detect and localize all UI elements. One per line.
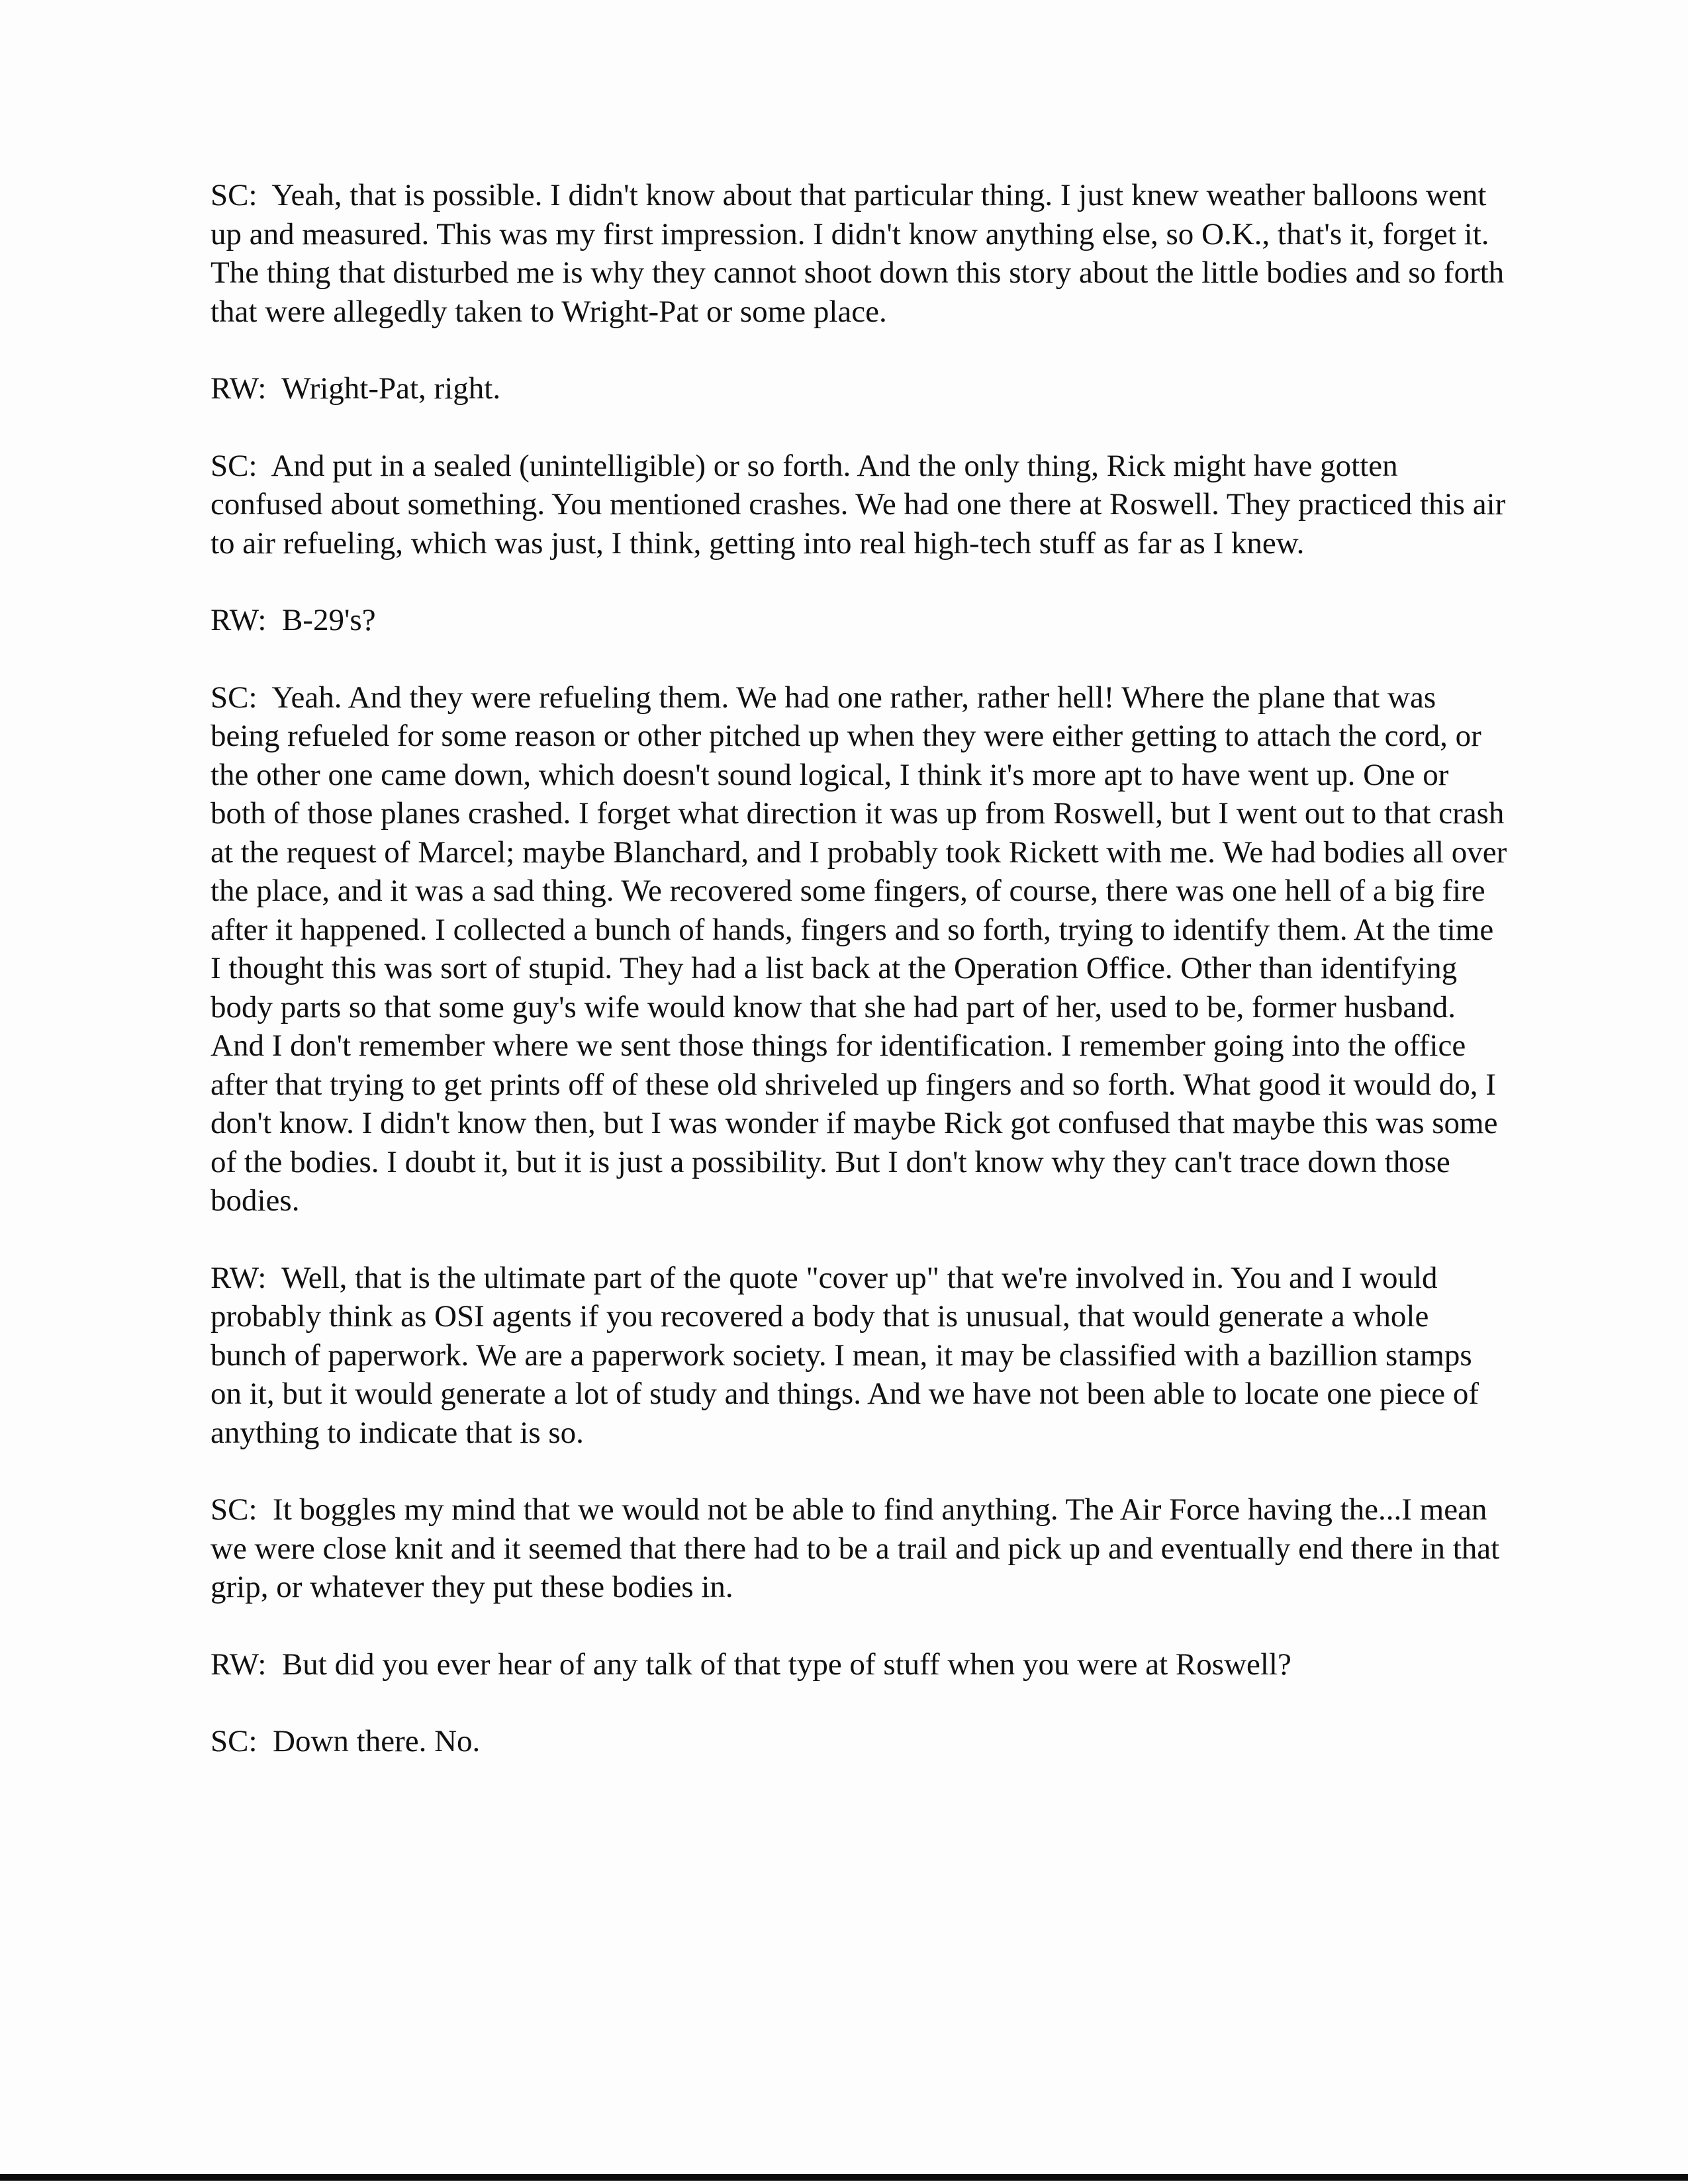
- speech-text: Well, that is the ultimate part of the quote "cover up" that we're involved in. You and I would probably think as OSI agents if you recovered a body that is unusual, that would generate a whole bunch of paperwork. We are a paperwork society. I mean, it may be classified with a bazillion stamps on it, but it would generate a lot of study and things. And we have not been able to locate one piece of anything to indicate that is so.: [211, 1260, 1479, 1450]
- transcript-body: [211, 176, 1508, 1799]
- transcript-paragraph: [211, 1490, 1508, 1607]
- speaker-label: RW:: [211, 603, 267, 637]
- speech-text: B-29's?: [281, 603, 376, 637]
- transcript-paragraph: [211, 1259, 1508, 1453]
- transcript-paragraph: [211, 369, 1508, 408]
- speech-text: Wright-Pat, right.: [281, 371, 501, 406]
- speaker-label: SC:: [211, 1492, 258, 1527]
- speaker-label: RW:: [211, 371, 267, 406]
- transcript-paragraph: [211, 447, 1508, 563]
- speaker-label: RW:: [211, 1260, 267, 1295]
- speech-text: Yeah, that is possible. I didn't know about that particular thing. I just knew weather balloons went up and measured. This was my first impression. I didn't know anything else, so O.K., that's it, forget it. The thing that disturbed me is why they cannot shoot down this story about the little bodies and so forth that were allegedly taken to Wright-Pat or some place.: [211, 178, 1505, 329]
- speech-text: But did you ever hear of any talk of that type of stuff when you were at Roswell?: [281, 1647, 1291, 1682]
- transcript-paragraph: [211, 1722, 1508, 1761]
- speaker-label: SC:: [211, 178, 258, 212]
- speaker-label: RW:: [211, 1647, 267, 1682]
- transcript-paragraph: [211, 678, 1508, 1220]
- speaker-label: SC:: [211, 1724, 258, 1758]
- speech-text: It boggles my mind that we would not be able to find anything. The Air Force having the...I mean we were close knit and it seemed that there had to be a trail and pick up and eventually end there in that grip, or whatever they put these bodies in.: [211, 1492, 1500, 1604]
- transcript-paragraph: [211, 1645, 1508, 1684]
- speech-text: Yeah. And they were refueling them. We had one rather, rather hell! Where the plane that was being refueled for some reason or other pitched up when they were either getting to attach the cord, or the other one came down, which doesn't sound logical, I think it's more apt to have went up. One or both of those planes crashed. I forget what direction it was up from Roswell, but I went out to that crash at the request of Marcel; maybe Blanchard, and I probably took Rickett with me. We had bodies all over the place, and it was a sad thing. We recovered some fingers, of course, there was one hell of a big fire after it happened. I collected a bunch of hands, fingers and so forth, trying to identify them. At the time I thought this was sort of stupid. They had a list back at the Operation Office. Other than identifying body parts so that some guy's wife would know that she had part of her, used to be, former husband. And I don't remember where we sent those things for identification. I remember going into the office after that trying to get prints off of these old shriveled up fingers and so forth. What good it would do, I don't know. I didn't know then, but I was wonder if maybe Rick got confused that maybe this was some of the bodies. I doubt it, but it is just a possibility. But I don't know why they can't trace down those bodies.: [211, 680, 1507, 1218]
- speech-text: Down there. No.: [273, 1724, 481, 1758]
- transcript-paragraph: [211, 601, 1508, 640]
- speech-text: And put in a sealed (unintelligible) or so forth. And the only thing, Rick might have gotten confused about something. You mentioned crashes. We had one there at Roswell. They practiced this air to air refueling, which was just, I think, getting into real high-tech stuff as far as I knew.: [211, 448, 1506, 561]
- scan-bottom-edge: [0, 2174, 1688, 2181]
- speaker-label: SC:: [211, 680, 258, 715]
- speaker-label: SC:: [211, 448, 258, 483]
- transcript-paragraph: [211, 176, 1508, 331]
